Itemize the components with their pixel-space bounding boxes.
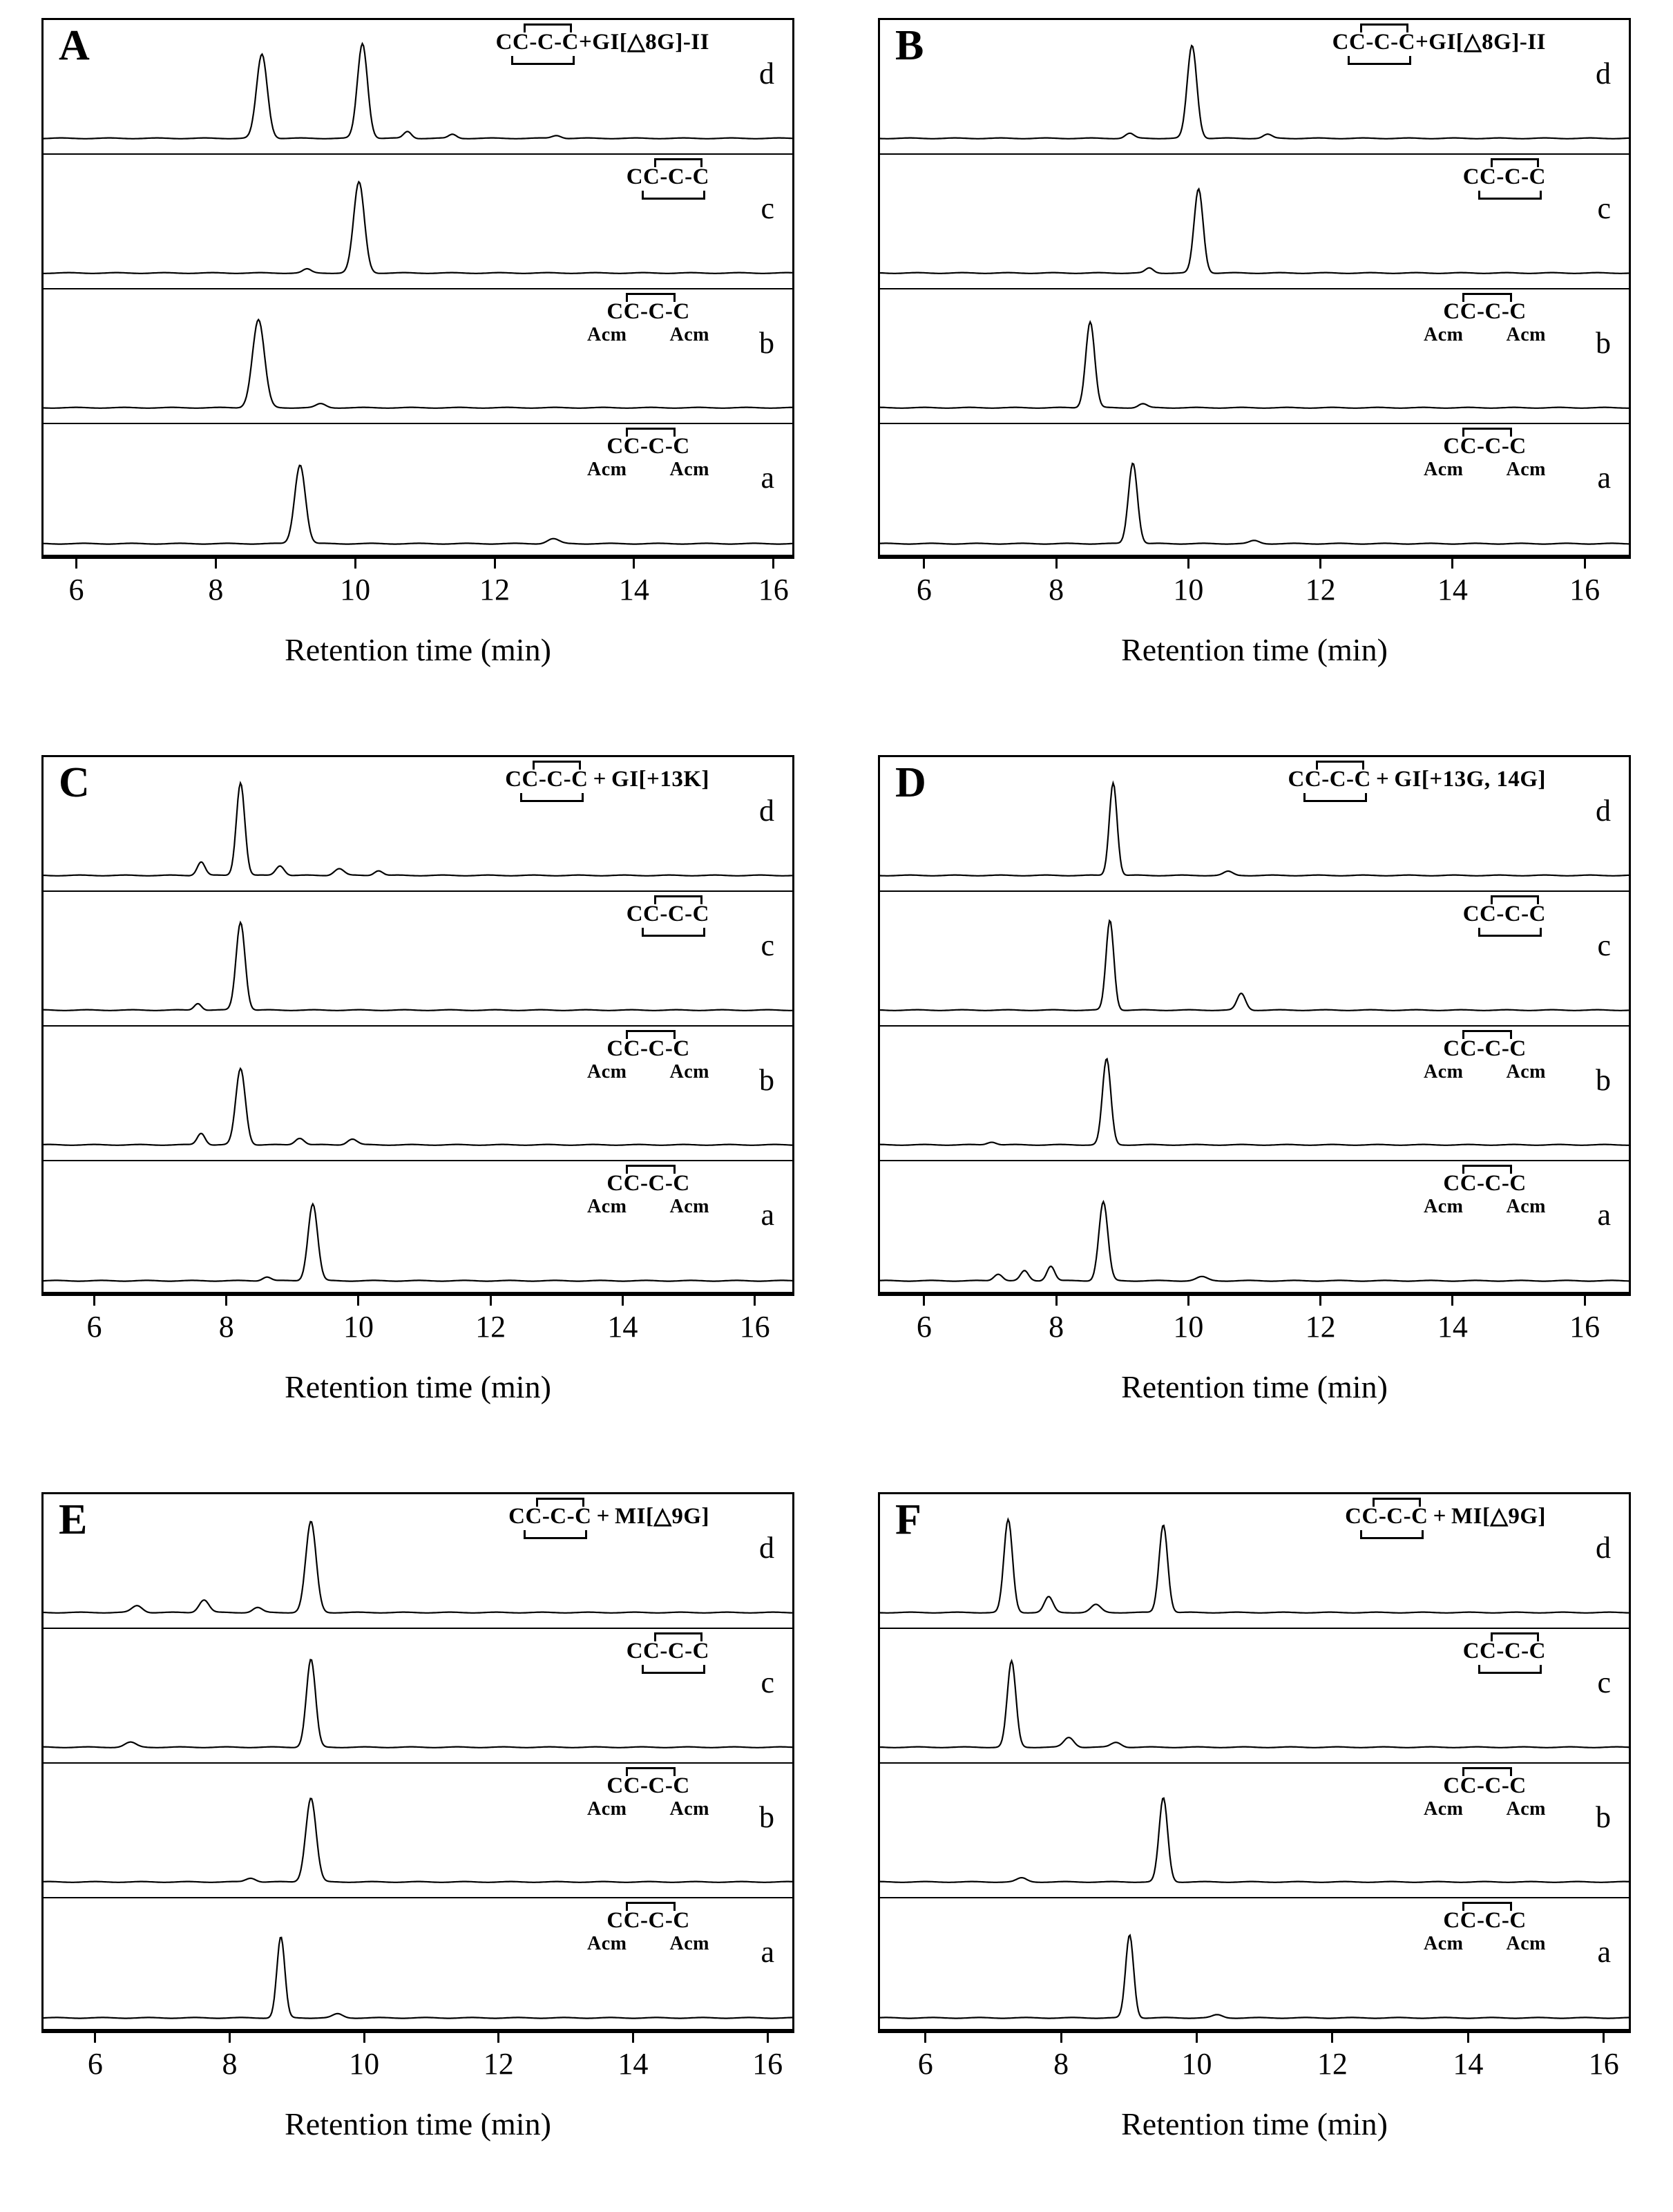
trace-sequence-label: CC-C-C (626, 902, 709, 926)
trace-label (1463, 166, 1546, 189)
x-axis-tick-label: 14 (618, 2047, 649, 2081)
disulfide-bracket-top (626, 1165, 676, 1174)
trace-sequence-label: CC-C-C (1443, 1036, 1527, 1061)
x-axis-title: Retention time (min) (1121, 1369, 1388, 1404)
trace-letter-c: c (761, 191, 774, 225)
acm-left: Acm (1424, 1798, 1464, 1820)
trace-sequence-label: CC-C-C (606, 434, 690, 459)
plot-frame (878, 1492, 1631, 2031)
x-axis-tick (767, 2031, 769, 2043)
trace-label (1424, 1172, 1546, 1217)
trace-letter-b: b (1596, 326, 1611, 360)
trace-label (1332, 31, 1546, 55)
x-axis-tick-label: 10 (1181, 2047, 1212, 2081)
trace-letter-a: a (1597, 1935, 1611, 1969)
x-axis-tick (1187, 1294, 1189, 1306)
x-axis-tick (354, 557, 356, 569)
disulfide-bracket-top (626, 428, 676, 437)
x-axis (878, 557, 1631, 640)
trace-label (1463, 1640, 1546, 1663)
trace-row-d (44, 1494, 792, 1629)
disulfide-bracket-top (626, 1030, 676, 1039)
disulfide-bracket-top (1360, 23, 1408, 32)
x-axis-tick-label: 8 (1049, 1310, 1064, 1344)
trace-row-b (44, 289, 792, 424)
trace-letter-a: a (1597, 461, 1611, 495)
x-axis-line (878, 2031, 1631, 2033)
disulfide-bracket-top (1316, 761, 1364, 770)
acm-left: Acm (587, 323, 627, 345)
acm-protection-row (1424, 460, 1546, 480)
trace-label (1424, 301, 1546, 345)
x-axis-tick-label: 16 (739, 1310, 770, 1344)
trace-label (587, 301, 709, 345)
trace-row-b (880, 289, 1629, 424)
disulfide-bracket-top (626, 1902, 676, 1911)
panel-inner (878, 18, 1631, 716)
x-axis-tick (923, 1294, 925, 1306)
trace-label (1345, 1505, 1546, 1529)
trace-letter-d: d (1596, 794, 1611, 828)
disulfide-bracket-top (1373, 1498, 1421, 1507)
chart-panel-b (836, 0, 1673, 737)
disulfide-bracket-top (536, 1498, 584, 1507)
trace-sequence-label: CC-C-C (1462, 1639, 1546, 1663)
trace-label (1424, 1775, 1546, 1819)
panel-letter-b: B (895, 22, 924, 69)
acm-protection-row (587, 1934, 709, 1954)
trace-label (627, 1640, 709, 1663)
acm-left: Acm (1424, 458, 1464, 480)
trace-row-a (44, 1161, 792, 1294)
plot-frame (41, 18, 794, 557)
x-axis-tick-label: 8 (208, 573, 224, 607)
trace-letter-b: b (1596, 1063, 1611, 1097)
chart-panel-a (0, 0, 836, 737)
x-axis-tick-label: 10 (349, 2047, 380, 2081)
trace-row-d (880, 1494, 1629, 1629)
panel-letter-a: A (59, 22, 90, 69)
acm-protection-row (587, 1197, 709, 1217)
disulfide-bracket-top (654, 158, 702, 167)
x-axis (878, 2031, 1631, 2114)
x-axis-tick-label: 12 (483, 2047, 514, 2081)
disulfide-bracket-bottom (642, 191, 705, 200)
trace-row-d (44, 757, 792, 892)
x-axis-tick-label: 8 (1049, 573, 1064, 607)
trace-label (627, 166, 709, 189)
trace-sequence-label: CC-C-C (606, 1171, 690, 1196)
acm-left: Acm (587, 1798, 627, 1820)
trace-letter-c: c (761, 928, 774, 962)
x-axis-title: Retention time (min) (285, 632, 551, 667)
disulfide-bracket-top (1491, 895, 1539, 904)
x-axis-tick-label: 12 (479, 573, 510, 607)
trace-sequence-label: CC-C-C (606, 1036, 690, 1061)
disulfide-bracket-top (1491, 158, 1539, 167)
trace-sequence-label: CC-C-C (1443, 434, 1527, 459)
x-axis-tick-label: 6 (87, 2047, 103, 2081)
acm-protection-row (587, 1062, 709, 1083)
x-axis-tick-label: 10 (1173, 1310, 1204, 1344)
x-axis-tick (225, 1294, 227, 1306)
acm-right: Acm (669, 1798, 709, 1820)
trace-letter-c: c (1597, 1666, 1611, 1699)
trace-letter-d: d (759, 1531, 774, 1565)
acm-left: Acm (1424, 1932, 1464, 1954)
plot-frame (878, 18, 1631, 557)
trace-row-a (44, 1898, 792, 2031)
x-axis-tick-label: 6 (916, 573, 932, 607)
panel-inner (878, 755, 1631, 1453)
acm-right: Acm (1506, 1932, 1546, 1954)
acm-left: Acm (587, 458, 627, 480)
acm-right: Acm (669, 323, 709, 345)
acm-left: Acm (1424, 1195, 1464, 1217)
x-axis-tick-label: 6 (916, 1310, 932, 1344)
x-axis-tick-label: 14 (618, 573, 649, 607)
x-axis-title: Retention time (min) (285, 1369, 551, 1404)
trace-letter-b: b (759, 326, 774, 360)
x-axis-tick (363, 2031, 365, 2043)
x-axis-tick (1451, 557, 1453, 569)
x-axis-title: Retention time (min) (285, 2106, 551, 2142)
disulfide-bracket-top (1462, 1165, 1512, 1174)
x-axis-title: Retention time (min) (1121, 632, 1388, 667)
x-axis-tick (494, 557, 496, 569)
chart-panel-c (0, 737, 836, 1474)
x-axis-title: Retention time (min) (1121, 2106, 1388, 2142)
acm-left: Acm (587, 1195, 627, 1217)
disulfide-bracket-bottom (1478, 928, 1542, 937)
x-axis (878, 1294, 1631, 1377)
x-axis-tick (357, 1294, 359, 1306)
panel-inner (41, 1492, 794, 2190)
trace-row-d (880, 20, 1629, 155)
trace-letter-d: d (1596, 57, 1611, 90)
disulfide-bracket-top (626, 1767, 676, 1776)
x-axis-tick-label: 12 (1317, 2047, 1348, 2081)
acm-protection-row (1424, 325, 1546, 345)
trace-row-a (880, 1161, 1629, 1294)
disulfide-bracket-bottom (511, 56, 575, 65)
trace-sequence-label: CC-C-C (1462, 164, 1546, 189)
x-axis-tick (1187, 557, 1189, 569)
x-axis-tick-label: 14 (1437, 573, 1468, 607)
x-axis-tick-label: 16 (1588, 2047, 1619, 2081)
disulfide-bracket-top (1462, 293, 1512, 302)
x-axis-tick-label: 16 (1569, 573, 1600, 607)
trace-label (1288, 768, 1546, 792)
trace-letter-b: b (759, 1063, 774, 1097)
trace-row-d (880, 757, 1629, 892)
trace-row-c (44, 155, 792, 289)
trace-label (496, 31, 709, 55)
trace-letter-a: a (761, 461, 774, 495)
trace-row-d (44, 20, 792, 155)
disulfide-bracket-top (626, 293, 676, 302)
trace-row-b (880, 1027, 1629, 1161)
x-axis-tick-label: 16 (1569, 1310, 1600, 1344)
acm-left: Acm (1424, 323, 1464, 345)
trace-label (587, 1038, 709, 1082)
x-axis-tick-label: 8 (218, 1310, 234, 1344)
disulfide-bracket-bottom (1478, 1665, 1542, 1674)
x-axis-tick-label: 8 (1053, 2047, 1069, 2081)
trace-letter-b: b (1596, 1800, 1611, 1834)
trace-row-b (880, 1764, 1629, 1898)
x-axis-line (878, 557, 1631, 559)
x-axis-tick-label: 10 (340, 573, 371, 607)
trace-label (587, 1909, 709, 1954)
disulfide-bracket-bottom (1360, 1530, 1424, 1539)
acm-right: Acm (669, 1932, 709, 1954)
trace-label (587, 1172, 709, 1217)
plot-frame (878, 755, 1631, 1294)
x-axis-tick (215, 557, 217, 569)
disulfide-bracket-top (1462, 1030, 1512, 1039)
x-axis-tick (1603, 2031, 1605, 2043)
trace-label (587, 1775, 709, 1819)
disulfide-bracket-top (654, 1632, 702, 1641)
trace-row-b (44, 1764, 792, 1898)
x-axis-tick (633, 557, 635, 569)
trace-sequence-label: CC-C-C (626, 1639, 709, 1663)
x-axis-tick-label: 14 (1437, 1310, 1468, 1344)
disulfide-bracket-top (654, 895, 702, 904)
trace-label (587, 435, 709, 479)
acm-protection-row (1424, 1062, 1546, 1083)
trace-sequence-label: CC-C-C (1443, 1773, 1527, 1798)
x-axis-tick (1196, 2031, 1198, 2043)
disulfide-bracket-bottom (524, 1530, 587, 1539)
trace-sequence-label: CC-C-C (1443, 299, 1527, 324)
panel-letter-f: F (895, 1496, 921, 1543)
disulfide-bracket-bottom (642, 1665, 705, 1674)
x-axis-tick-label: 14 (607, 1310, 638, 1344)
trace-letter-c: c (1597, 191, 1611, 225)
x-axis-tick-label: 6 (68, 573, 84, 607)
trace-sequence-label: CC-C-C + GI[+13G, 14G] (1288, 767, 1546, 792)
panel-inner (878, 1492, 1631, 2190)
x-axis-line (878, 1294, 1631, 1296)
trace-label (1424, 1909, 1546, 1954)
acm-left: Acm (587, 1932, 627, 1954)
x-axis-tick (1331, 2031, 1333, 2043)
disulfide-bracket-bottom (1478, 191, 1542, 200)
x-axis-tick (923, 557, 925, 569)
trace-label (1424, 1038, 1546, 1082)
disulfide-bracket-top (533, 761, 581, 770)
x-axis-tick (1451, 1294, 1453, 1306)
plot-frame (41, 755, 794, 1294)
x-axis-tick (1584, 1294, 1586, 1306)
x-axis-line (41, 557, 794, 559)
disulfide-bracket-top (1462, 1767, 1512, 1776)
x-axis-tick-label: 10 (1173, 573, 1204, 607)
x-axis-tick (924, 2031, 926, 2043)
acm-right: Acm (669, 458, 709, 480)
chart-panel-e (0, 1474, 836, 2212)
x-axis-tick (632, 2031, 634, 2043)
acm-protection-row (1424, 1934, 1546, 1954)
disulfide-bracket-top (1491, 1632, 1539, 1641)
x-axis-tick-label: 12 (475, 1310, 506, 1344)
trace-row-c (880, 892, 1629, 1027)
x-axis-tick (1319, 1294, 1321, 1306)
trace-label (508, 1505, 709, 1529)
trace-sequence-label: CC-C-C (1443, 1908, 1527, 1933)
x-axis-tick (75, 557, 77, 569)
x-axis-tick (93, 1294, 95, 1306)
disulfide-bracket-bottom (642, 928, 705, 937)
trace-letter-a: a (1597, 1198, 1611, 1232)
plot-frame (41, 1492, 794, 2031)
x-axis-tick (1467, 2031, 1469, 2043)
trace-row-c (44, 1629, 792, 1764)
trace-letter-c: c (761, 1666, 774, 1699)
x-axis (41, 557, 794, 640)
acm-right: Acm (669, 1060, 709, 1083)
acm-protection-row (587, 1800, 709, 1820)
x-axis (41, 1294, 794, 1377)
trace-label (1424, 435, 1546, 479)
chart-panel-d (836, 737, 1673, 1474)
trace-label (1463, 903, 1546, 926)
x-axis-tick (1319, 557, 1321, 569)
acm-left: Acm (587, 1060, 627, 1083)
trace-row-b (44, 1027, 792, 1161)
x-axis-tick-label: 6 (86, 1310, 102, 1344)
x-axis-tick (772, 557, 774, 569)
trace-row-a (880, 424, 1629, 557)
trace-sequence-label: CC-C-C+GI[△8G]-II (1332, 30, 1546, 55)
trace-letter-d: d (1596, 1531, 1611, 1565)
trace-row-a (880, 1898, 1629, 2031)
trace-row-c (44, 892, 792, 1027)
acm-protection-row (587, 325, 709, 345)
acm-right: Acm (1506, 323, 1546, 345)
x-axis-tick (1584, 557, 1586, 569)
acm-protection-row (1424, 1800, 1546, 1820)
trace-sequence-label: CC-C-C + MI[△9G] (1345, 1504, 1546, 1529)
panel-letter-e: E (59, 1496, 88, 1543)
trace-letter-a: a (761, 1935, 774, 1969)
x-axis-tick (754, 1294, 756, 1306)
trace-sequence-label: CC-C-C (606, 299, 690, 324)
acm-right: Acm (1506, 1798, 1546, 1820)
trace-letter-c: c (1597, 928, 1611, 962)
acm-right: Acm (1506, 458, 1546, 480)
x-axis-tick-label: 10 (343, 1310, 374, 1344)
acm-left: Acm (1424, 1060, 1464, 1083)
x-axis-line (41, 2031, 794, 2033)
trace-sequence-label: CC-C-C (1443, 1171, 1527, 1196)
disulfide-bracket-top (1462, 428, 1512, 437)
x-axis-tick (622, 1294, 624, 1306)
trace-letter-d: d (759, 57, 774, 90)
trace-sequence-label: CC-C-C (626, 164, 709, 189)
trace-sequence-label: CC-C-C + GI[+13K] (505, 767, 709, 792)
trace-sequence-label: CC-C-C+GI[△8G]-II (495, 30, 709, 55)
disulfide-bracket-bottom (1348, 56, 1411, 65)
trace-sequence-label: CC-C-C (606, 1908, 690, 1933)
trace-row-c (880, 1629, 1629, 1764)
trace-label (505, 768, 709, 792)
panel-inner (41, 755, 794, 1453)
panel-letter-d: D (895, 759, 926, 806)
x-axis-tick (497, 2031, 499, 2043)
panel-inner (41, 18, 794, 716)
disulfide-bracket-bottom (520, 793, 584, 802)
x-axis-tick-label: 8 (222, 2047, 238, 2081)
x-axis-tick (490, 1294, 492, 1306)
acm-right: Acm (1506, 1060, 1546, 1083)
x-axis-tick-label: 16 (758, 573, 789, 607)
x-axis-tick-label: 6 (917, 2047, 933, 2081)
chart-panel-f (836, 1474, 1673, 2212)
trace-row-c (880, 155, 1629, 289)
x-axis (41, 2031, 794, 2114)
trace-sequence-label: CC-C-C (606, 1773, 690, 1798)
acm-protection-row (587, 460, 709, 480)
trace-row-a (44, 424, 792, 557)
disulfide-bracket-top (1462, 1902, 1512, 1911)
x-axis-tick (229, 2031, 231, 2043)
panel-letter-c: C (59, 759, 90, 806)
trace-letter-a: a (761, 1198, 774, 1232)
disulfide-bracket-top (524, 23, 572, 32)
x-axis-tick (94, 2031, 96, 2043)
trace-sequence-label: CC-C-C + MI[△9G] (508, 1504, 709, 1529)
x-axis-tick-label: 12 (1305, 573, 1336, 607)
acm-protection-row (1424, 1197, 1546, 1217)
x-axis-tick (1055, 1294, 1058, 1306)
acm-right: Acm (669, 1195, 709, 1217)
trace-label (627, 903, 709, 926)
x-axis-tick-label: 14 (1453, 2047, 1484, 2081)
x-axis-tick (1060, 2031, 1062, 2043)
x-axis-tick-label: 16 (752, 2047, 783, 2081)
trace-sequence-label: CC-C-C (1462, 902, 1546, 926)
trace-letter-d: d (759, 794, 774, 828)
trace-letter-b: b (759, 1800, 774, 1834)
x-axis-line (41, 1294, 794, 1296)
acm-right: Acm (1506, 1195, 1546, 1217)
x-axis-tick (1055, 557, 1058, 569)
x-axis-tick-label: 12 (1305, 1310, 1336, 1344)
disulfide-bracket-bottom (1303, 793, 1367, 802)
